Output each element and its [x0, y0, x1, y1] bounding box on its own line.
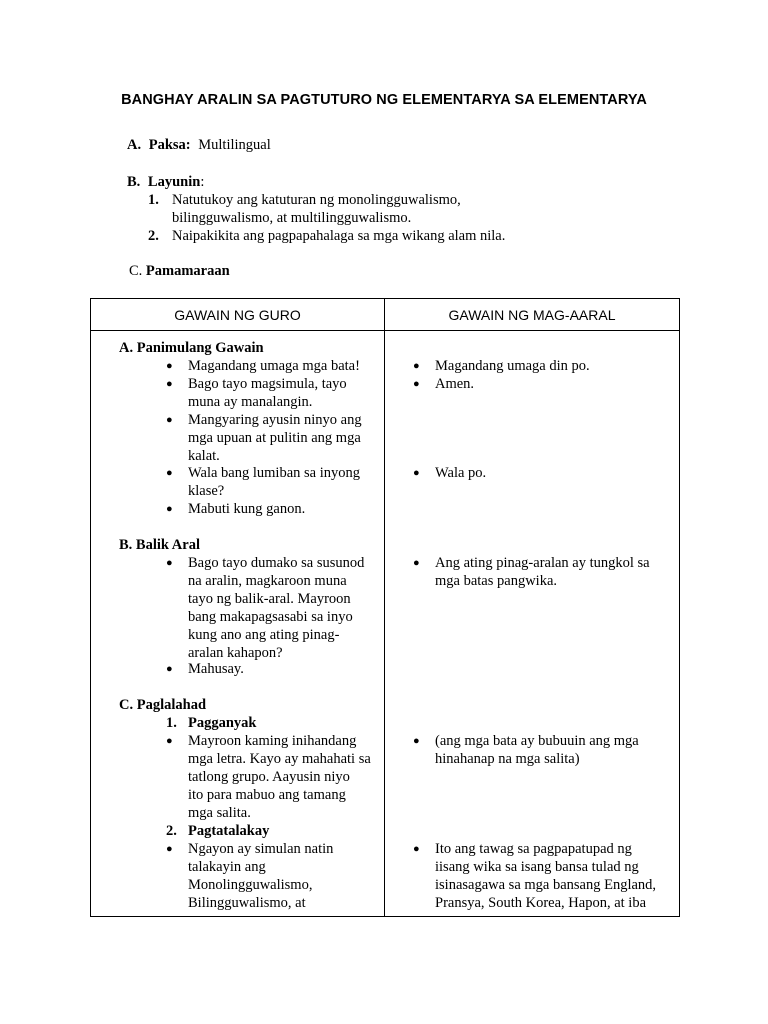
guro-item: mga upuan at pulitin ang mga	[188, 430, 361, 446]
section-balik-aral: B. Balik Aral	[119, 537, 200, 553]
bullet-icon: ●	[413, 378, 420, 390]
layunin-label: Layunin	[147, 174, 201, 190]
mag-aaral-item: (ang mga bata ay bubuuin ang mga	[435, 733, 639, 749]
guro-item: Mahusay.	[188, 661, 244, 677]
guro-item: talakayin ang	[188, 859, 266, 875]
mag-aaral-item: Amen.	[435, 376, 475, 392]
mag-aaral-item: Ang ating pinag-aralan ay tungkol sa	[435, 555, 650, 571]
layunin-item-1-continued: bilingguwalismo, at multilingguwalismo.	[172, 210, 412, 226]
bullet-icon: ●	[166, 557, 173, 569]
guro-item: muna ay manalangin.	[188, 394, 313, 410]
bullet-icon: ●	[166, 503, 173, 515]
guro-item: Wala bang lumiban sa inyong	[188, 465, 360, 481]
mag-aaral-item: Pransya, South Korea, Hapon, at iba	[435, 895, 647, 911]
layunin-letter: B.	[127, 174, 141, 190]
layunin-item-text: Natutukoy ang katuturan ng monolingguwalismo,	[172, 192, 461, 208]
col-header-guro: GAWAIN NG GURO	[91, 299, 385, 331]
mag-aaral-item: hinahanap na mga salita)	[435, 751, 580, 767]
guro-item: aralan kahapon?	[188, 645, 283, 661]
guro-item: mga letra. Kayo ay mahahati sa	[188, 751, 371, 767]
layunin-item-2	[148, 227, 506, 245]
guro-item: Bago tayo dumako sa susunod	[188, 555, 365, 571]
paksa-row	[127, 136, 271, 154]
bullet-icon: ●	[166, 735, 173, 747]
mag-aaral-item: mga batas pangwika.	[435, 573, 558, 589]
mag-aaral-cell	[385, 331, 680, 917]
guro-item: mga salita.	[188, 805, 251, 821]
guro-item: na aralin, magkaroon muna	[188, 573, 347, 589]
guro-item: bang makapagsasabi sa inyo	[188, 609, 353, 625]
bullet-icon: ●	[413, 557, 420, 569]
mag-aaral-item: isinasagawa sa mga bansang England,	[435, 877, 657, 893]
mag-aaral-item: iisang wika sa isang bansa tulad ng	[435, 859, 639, 875]
mag-aaral-item: Magandang umaga din po.	[435, 358, 590, 374]
paksa-value: Multilingual	[198, 137, 271, 153]
guro-item: tayo ng balik-aral. Mayroon	[188, 591, 351, 607]
mag-aaral-item: Wala po.	[435, 465, 487, 481]
document-title: BANGHAY ARALIN SA PAGTUTURO NG ELEMENTARYA SA ELEMENTARYA	[121, 92, 647, 108]
layunin-heading	[127, 173, 204, 191]
guro-item: Monolingguwalismo,	[188, 877, 313, 893]
guro-item: Ngayon ay simulan natin	[188, 841, 334, 857]
bullet-icon: ●	[166, 414, 173, 426]
bullet-icon: ●	[166, 467, 173, 479]
guro-item: Bago tayo magsimula, tayo	[188, 376, 347, 392]
bullet-icon: ●	[413, 467, 420, 479]
bullet-icon: ●	[166, 378, 173, 390]
bullet-icon: ●	[166, 360, 173, 372]
section-paglalahad: C. Paglalahad	[119, 697, 207, 713]
bullet-icon: ●	[413, 360, 420, 372]
guro-item: kalat.	[188, 448, 220, 464]
sub-number: 2.	[166, 823, 177, 839]
bullet-icon: ●	[166, 663, 173, 675]
sub-pagtatalakay: Pagtatalakay	[188, 823, 270, 839]
section-panimulang-gawain: A. Panimulang Gawain	[119, 340, 264, 356]
sub-number: 1.	[166, 715, 177, 731]
layunin-item-text: Naipakikita ang pagpapahalaga sa mga wikang alam nila.	[172, 228, 506, 244]
paksa-letter: A.	[127, 137, 142, 153]
paksa-label: Paksa:	[148, 137, 191, 153]
col-header-mag-aaral: GAWAIN NG MAG-AARAL	[385, 299, 680, 331]
guro-item: tatlong grupo. Aayusin niyo	[188, 769, 350, 785]
layunin-item-number: 1.	[148, 192, 159, 208]
guro-item: Mabuti kung ganon.	[188, 501, 306, 517]
bullet-icon: ●	[413, 735, 420, 747]
bullet-icon: ●	[166, 843, 173, 855]
guro-item: kung ano ang ating pinag-	[188, 627, 340, 643]
guro-item: Mangyaring ayusin ninyo ang	[188, 412, 362, 428]
pamamaraan-letter: C.	[129, 263, 143, 279]
layunin-colon: :	[200, 174, 205, 190]
layunin-item-1	[148, 191, 461, 209]
pamamaraan-heading	[129, 262, 230, 280]
guro-item: Mayroon kaming inihandang	[188, 733, 357, 749]
guro-cell	[91, 331, 385, 917]
mag-aaral-item: Ito ang tawag sa pagpapatupad ng	[435, 841, 632, 857]
guro-item: ito para mabuo ang tamang	[188, 787, 346, 803]
guro-item: Magandang umaga mga bata!	[188, 358, 360, 374]
bullet-icon: ●	[413, 843, 420, 855]
sub-pagganyak: Pagganyak	[188, 715, 257, 731]
layunin-item-number: 2.	[148, 228, 159, 244]
pamamaraan-label: Pamamaraan	[145, 263, 230, 279]
lesson-plan-table	[90, 298, 680, 917]
guro-item: Bilingguwalismo, at	[188, 895, 306, 911]
guro-item: klase?	[188, 483, 225, 499]
